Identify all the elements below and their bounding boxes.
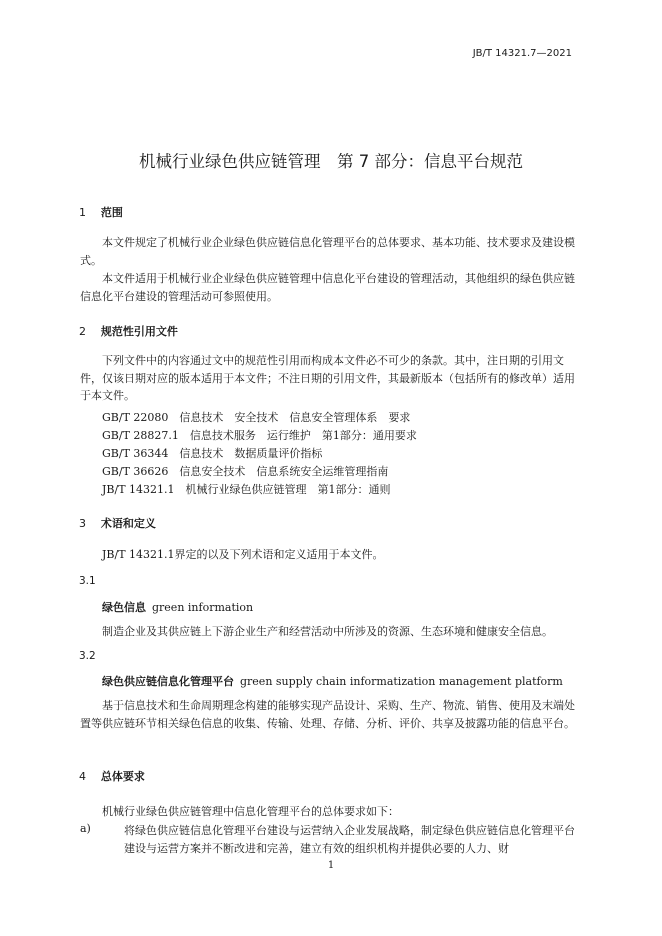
term-definition: 制造企业及其供应链上下游企业生产和经营活动中所涉及的资源、生态环境和健康安全信息。 (102, 625, 553, 638)
term-definition: 基于信息技术和生命周期理念构建的能够实现产品设计、采购、生产、物流、销售、使用及末端处置等供应链环节相关绿色信息的收集、传输、处理、存储、分析、评价、共享及披露功能的信息平台。 (80, 699, 575, 730)
term-en: green information (152, 601, 254, 614)
list-item-label: a) (80, 822, 91, 835)
reference-entry: GB/T 36626 信息安全技术 信息系统安全运维管理指南 (102, 465, 389, 478)
reference-entry: GB/T 28827.1 信息技术服务 运行维护 第1部分：通用要求 (102, 429, 417, 442)
term-en: green supply chain informatization management platform (240, 675, 563, 688)
term-zh: 绿色供应链信息化管理平台 (102, 675, 234, 688)
section-title: 术语和定义 (100, 517, 156, 530)
section-number: 4 (79, 770, 86, 783)
paragraph: 本文件规定了机械行业企业绿色供应链信息化管理平台的总体要求、基本功能、技术要求及建设模式。 (80, 236, 575, 267)
standard-code: JB/T 14321.7—2021 (472, 48, 572, 59)
term-zh: 绿色信息 (102, 601, 146, 614)
section-heading-scope (79, 204, 123, 220)
clause-number: 3.1 (79, 575, 96, 587)
term-entry (102, 673, 563, 689)
paragraph: 下列文件中的内容通过文中的规范性引用而构成本文件必不可少的条款。其中，注日期的引用文件，仅该日期对应的版本适用于本文件；不注日期的引用文件，其最新版本（包括所有的修改单）适用于本文件。 (80, 354, 575, 402)
reference-entry: JB/T 14321.1 机械行业绿色供应链管理 第1部分：通则 (102, 483, 391, 496)
section-heading-normative-references (79, 323, 178, 339)
clause-number: 3.2 (79, 650, 96, 662)
paragraph: 本文件适用于机械行业企业绿色供应链管理中信息化平台建设的管理活动，其他组织的绿色供应链信息化平台建设的管理活动可参照使用。 (80, 272, 575, 303)
section-title: 规范性引用文件 (100, 325, 178, 338)
section-heading-terms-definitions (79, 515, 156, 531)
section-number: 2 (79, 325, 86, 338)
reference-entry: GB/T 36344 信息技术 数据质量评价指标 (102, 447, 323, 460)
reference-entry: GB/T 22080 信息技术 安全技术 信息安全管理体系 要求 (102, 411, 411, 424)
section-title: 范围 (100, 206, 123, 219)
term-entry (102, 599, 253, 615)
page-number: 1 (327, 860, 335, 871)
section-title: 总体要求 (100, 770, 145, 783)
paragraph: 机械行业绿色供应链管理中信息化管理平台的总体要求如下： (102, 805, 399, 818)
list-item-text: 将绿色供应链信息化管理平台建设与运营纳入企业发展战略，制定绿色供应链信息化管理平台建设与运营方案并不断改进和完善，建立有效的组织机构并提供必要的人力、财 (124, 824, 575, 855)
section-heading-general-requirements (79, 768, 145, 784)
section-number: 3 (79, 517, 86, 530)
paragraph: JB/T 14321.1界定的以及下列术语和定义适用于本文件。 (102, 548, 384, 561)
section-number: 1 (79, 206, 86, 219)
document-title: 机械行业绿色供应链管理 第 7 部分：信息平台规范 (139, 152, 523, 171)
